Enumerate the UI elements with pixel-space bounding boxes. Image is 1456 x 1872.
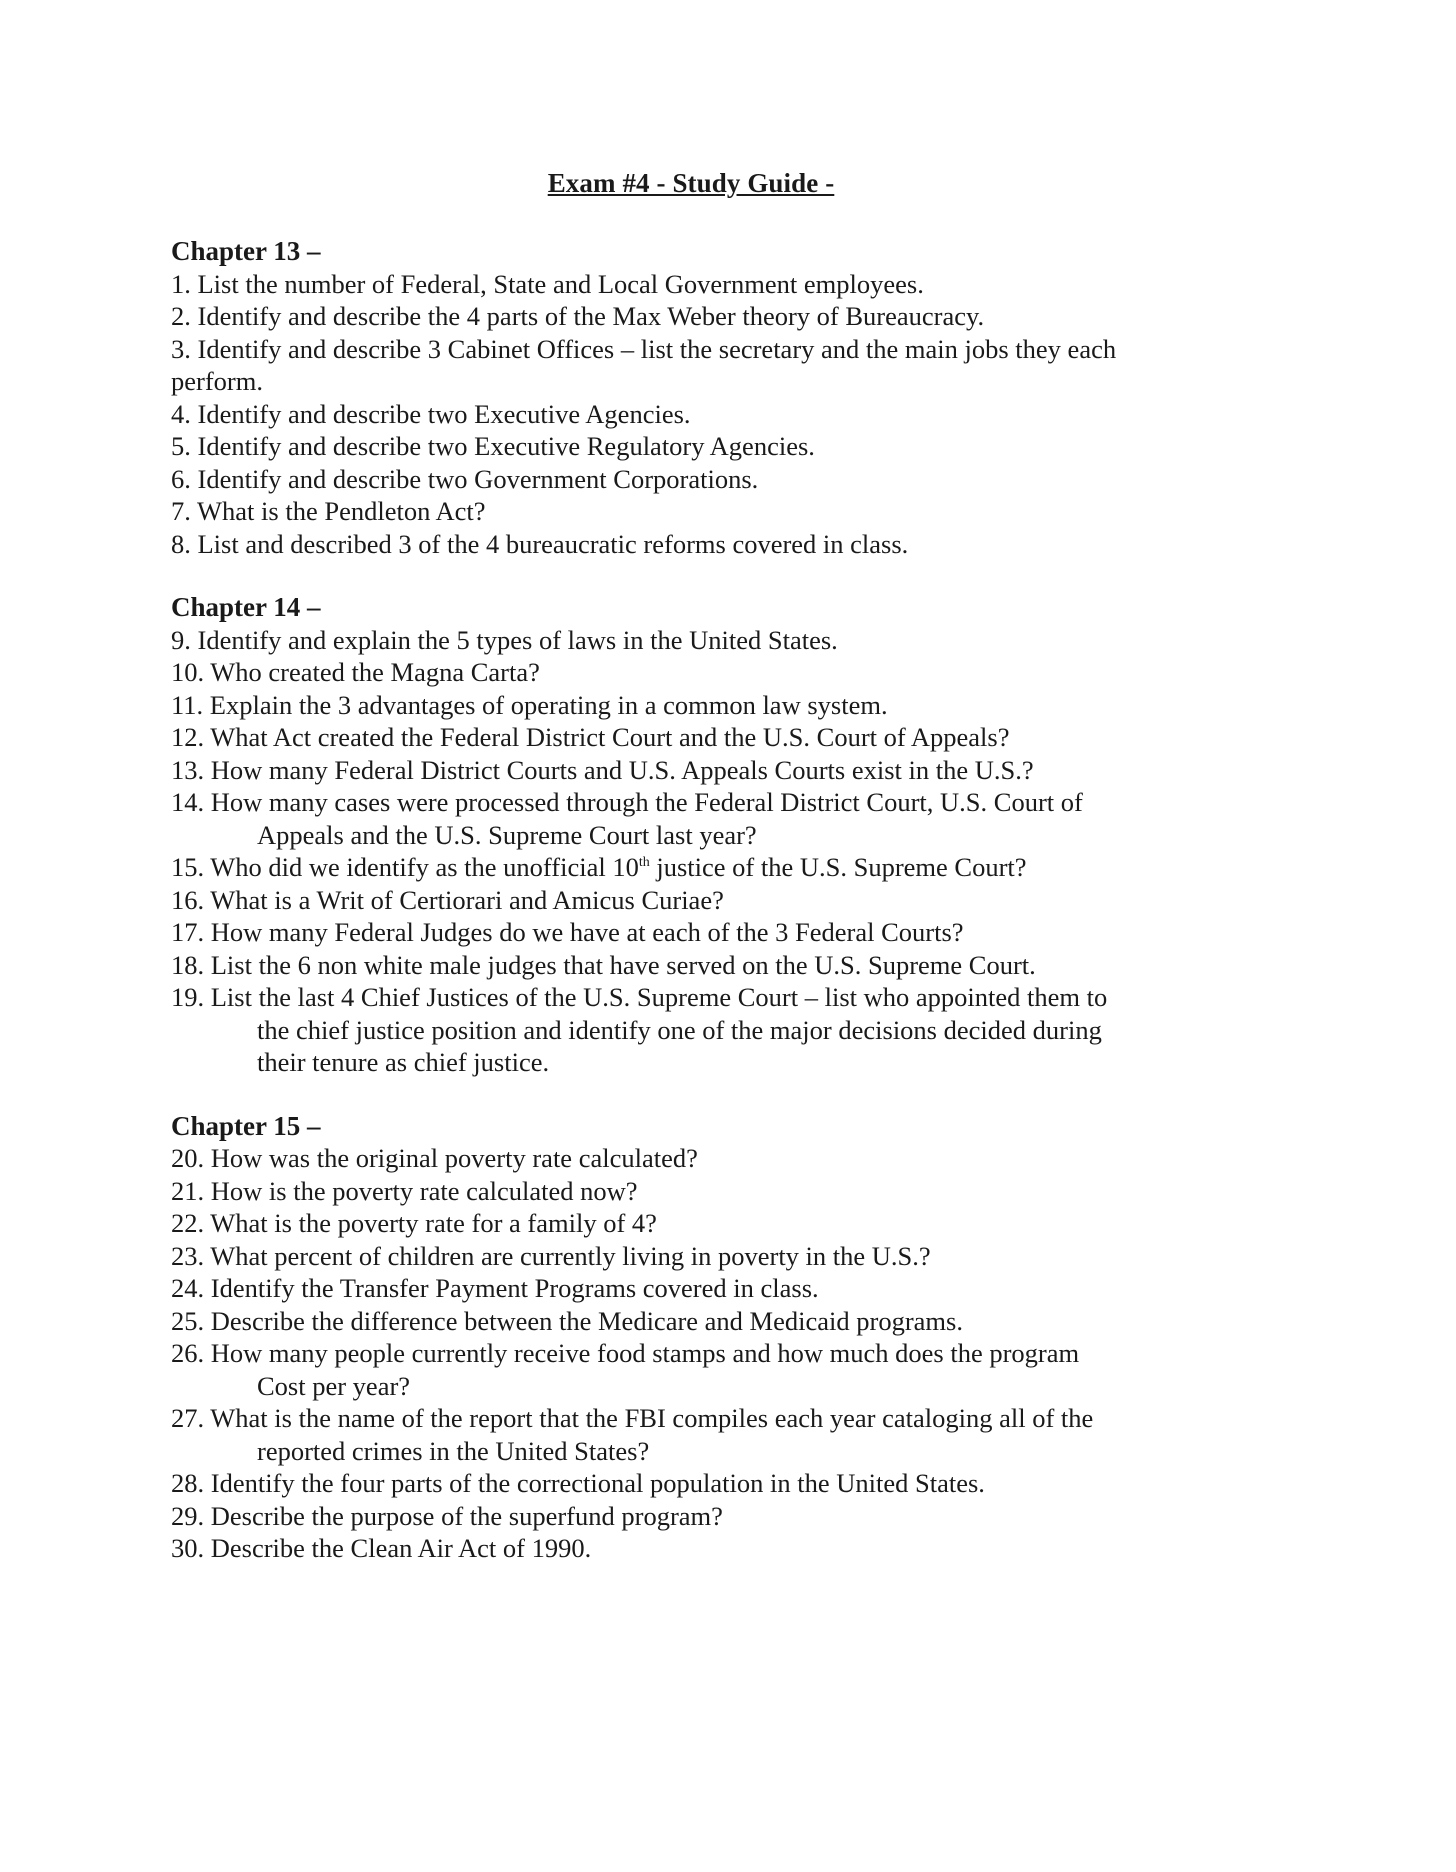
question-item (171, 333, 1221, 398)
question-text: Identify and describe 3 Cabinet Offices – list the secretary and the main jobs they each (197, 333, 1117, 364)
question-item (171, 689, 1221, 722)
question-list (171, 1142, 1221, 1565)
question-number: 8. (171, 528, 191, 559)
question-text: What is the Pendleton Act? (197, 496, 486, 526)
question-text: What percent of children are currently living in poverty in the U.S.? (210, 1240, 931, 1271)
question-number: 18. (171, 949, 205, 980)
question-text: How was the original poverty rate calculated? (210, 1143, 698, 1173)
question-text: How many Federal District Courts and U.S. Appeals Courts exist in the U.S.? (210, 754, 1034, 785)
question-item (171, 981, 1221, 1079)
question-item (171, 1305, 1221, 1338)
question-text-continued: the chief justice position and identify one of the major decisions decided during (257, 1014, 1102, 1045)
question-item (171, 1500, 1221, 1533)
question-text: Identify and describe the 4 parts of the Max Weber theory of Bureaucracy. (197, 301, 985, 331)
question-number: 23. (171, 1240, 205, 1271)
question-number: 29. (171, 1500, 205, 1531)
chapter-heading: Chapter 15 – (171, 1110, 321, 1141)
question-text-part: justice of the U.S. Supreme Court? (649, 852, 1027, 882)
question-list (171, 624, 1221, 1079)
question-text: Identify the four parts of the correctional population in the United States. (210, 1468, 985, 1498)
question-text: Identify and explain the 5 types of laws in the United States. (197, 624, 838, 655)
question-item (171, 949, 1221, 982)
question-text: Identify and describe two Executive Agencies. (197, 398, 691, 429)
question-text: What is the poverty rate for a family of 4? (210, 1208, 657, 1238)
question-item (171, 916, 1221, 949)
chapter-13-section (171, 235, 1221, 560)
question-item (171, 300, 1221, 333)
question-number: 10. (171, 657, 205, 687)
question-number: 27. (171, 1403, 205, 1433)
question-item (171, 495, 1221, 528)
question-number: 6. (171, 463, 191, 494)
question-item (171, 1207, 1221, 1240)
question-text: What is a Writ of Certiorari and Amicus Curiae? (210, 884, 724, 915)
chapter-heading: Chapter 14 – (171, 592, 321, 622)
question-number: 21. (171, 1175, 205, 1206)
question-text-continued: Appeals and the U.S. Supreme Court last year? (257, 819, 757, 850)
question-item (171, 1337, 1221, 1402)
question-number: 20. (171, 1143, 205, 1173)
chapter-14-section (171, 591, 1221, 1079)
question-text: How many cases were processed through the Federal District Court, U.S. Court of (210, 787, 1083, 817)
question-item (171, 1142, 1221, 1175)
question-text-continued: their tenure as chief justice. (257, 1047, 550, 1077)
question-number: 19. (171, 982, 205, 1012)
question-item (171, 1532, 1221, 1565)
question-text: Identify and describe two Government Corporations. (197, 463, 759, 494)
question-text: How is the poverty rate calculated now? (210, 1175, 638, 1206)
study-guide-page (171, 168, 1221, 1596)
question-number: 14. (171, 787, 205, 817)
chapter-heading: Chapter 13 – (171, 236, 321, 266)
question-text: How many people currently receive food stamps and how much does the program (210, 1338, 1080, 1368)
question-text: Who created the Magna Carta? (210, 657, 540, 687)
question-text: What Act created the Federal District Court and the U.S. Court of Appeals? (210, 722, 1010, 752)
question-item (171, 1240, 1221, 1273)
question-text-continued: Cost per year? (257, 1370, 411, 1401)
question-text: How many Federal Judges do we have at each of the 3 Federal Courts? (210, 917, 964, 947)
question-item (171, 463, 1221, 496)
question-text: Explain the 3 advantages of operating in a common law system. (209, 689, 888, 720)
question-item (171, 268, 1221, 301)
question-number: 22. (171, 1208, 205, 1238)
document-title: Exam #4 - Study Guide - (547, 168, 835, 198)
question-item (171, 1175, 1221, 1208)
question-number: 16. (171, 884, 205, 915)
question-number: 12. (171, 722, 205, 752)
question-number: 1. (171, 268, 191, 299)
question-number: 4. (171, 398, 191, 429)
question-text: Describe the Clean Air Act of 1990. (210, 1533, 592, 1563)
question-number: 15. (171, 852, 205, 882)
question-text-part: Who did we identify as the unofficial 10 (210, 852, 639, 882)
question-number: 11. (171, 689, 204, 720)
question-item (171, 1467, 1221, 1500)
question-text: List the last 4 Chief Justices of the U.S. Supreme Court – list who appointed them to (210, 982, 1108, 1012)
question-number: 25. (171, 1305, 205, 1336)
question-text: Describe the purpose of the superfund program? (210, 1500, 723, 1531)
question-text: What is the name of the report that the FBI compiles each year cataloging all of the (210, 1403, 1094, 1433)
question-text: Identify the Transfer Payment Programs covered in class. (210, 1273, 819, 1303)
question-text: List and described 3 of the 4 bureaucratic reforms covered in class. (197, 528, 909, 559)
question-list (171, 268, 1221, 561)
question-item (171, 624, 1221, 657)
ordinal-superscript: th (638, 855, 650, 870)
question-number: 13. (171, 754, 205, 785)
question-number: 9. (171, 624, 191, 655)
question-number: 3. (171, 333, 191, 364)
question-item (171, 721, 1221, 754)
question-item (171, 786, 1221, 851)
question-number: 30. (171, 1533, 205, 1563)
question-item (171, 528, 1221, 561)
question-text: Describe the difference between the Medicare and Medicaid programs. (210, 1305, 963, 1336)
question-number: 7. (171, 496, 191, 526)
question-text-continued: perform. (171, 366, 263, 396)
question-item (171, 430, 1221, 463)
question-number: 24. (171, 1273, 205, 1303)
question-item (171, 1272, 1221, 1305)
question-text: List the number of Federal, State and Local Government employees. (197, 268, 924, 299)
question-item (171, 884, 1221, 917)
chapter-15-section (171, 1110, 1221, 1565)
question-text-continued: reported crimes in the United States? (257, 1435, 650, 1466)
question-text: Identify and describe two Executive Regulatory Agencies. (197, 431, 815, 461)
question-item (171, 851, 1221, 884)
question-number: 17. (171, 917, 205, 947)
question-item (171, 754, 1221, 787)
question-number: 5. (171, 431, 191, 461)
question-number: 26. (171, 1338, 205, 1368)
question-text: List the 6 non white male judges that have served on the U.S. Supreme Court. (210, 949, 1036, 980)
question-item (171, 1402, 1221, 1467)
question-item (171, 398, 1221, 431)
question-number: 28. (171, 1468, 205, 1498)
question-item (171, 656, 1221, 689)
question-number: 2. (171, 301, 191, 331)
